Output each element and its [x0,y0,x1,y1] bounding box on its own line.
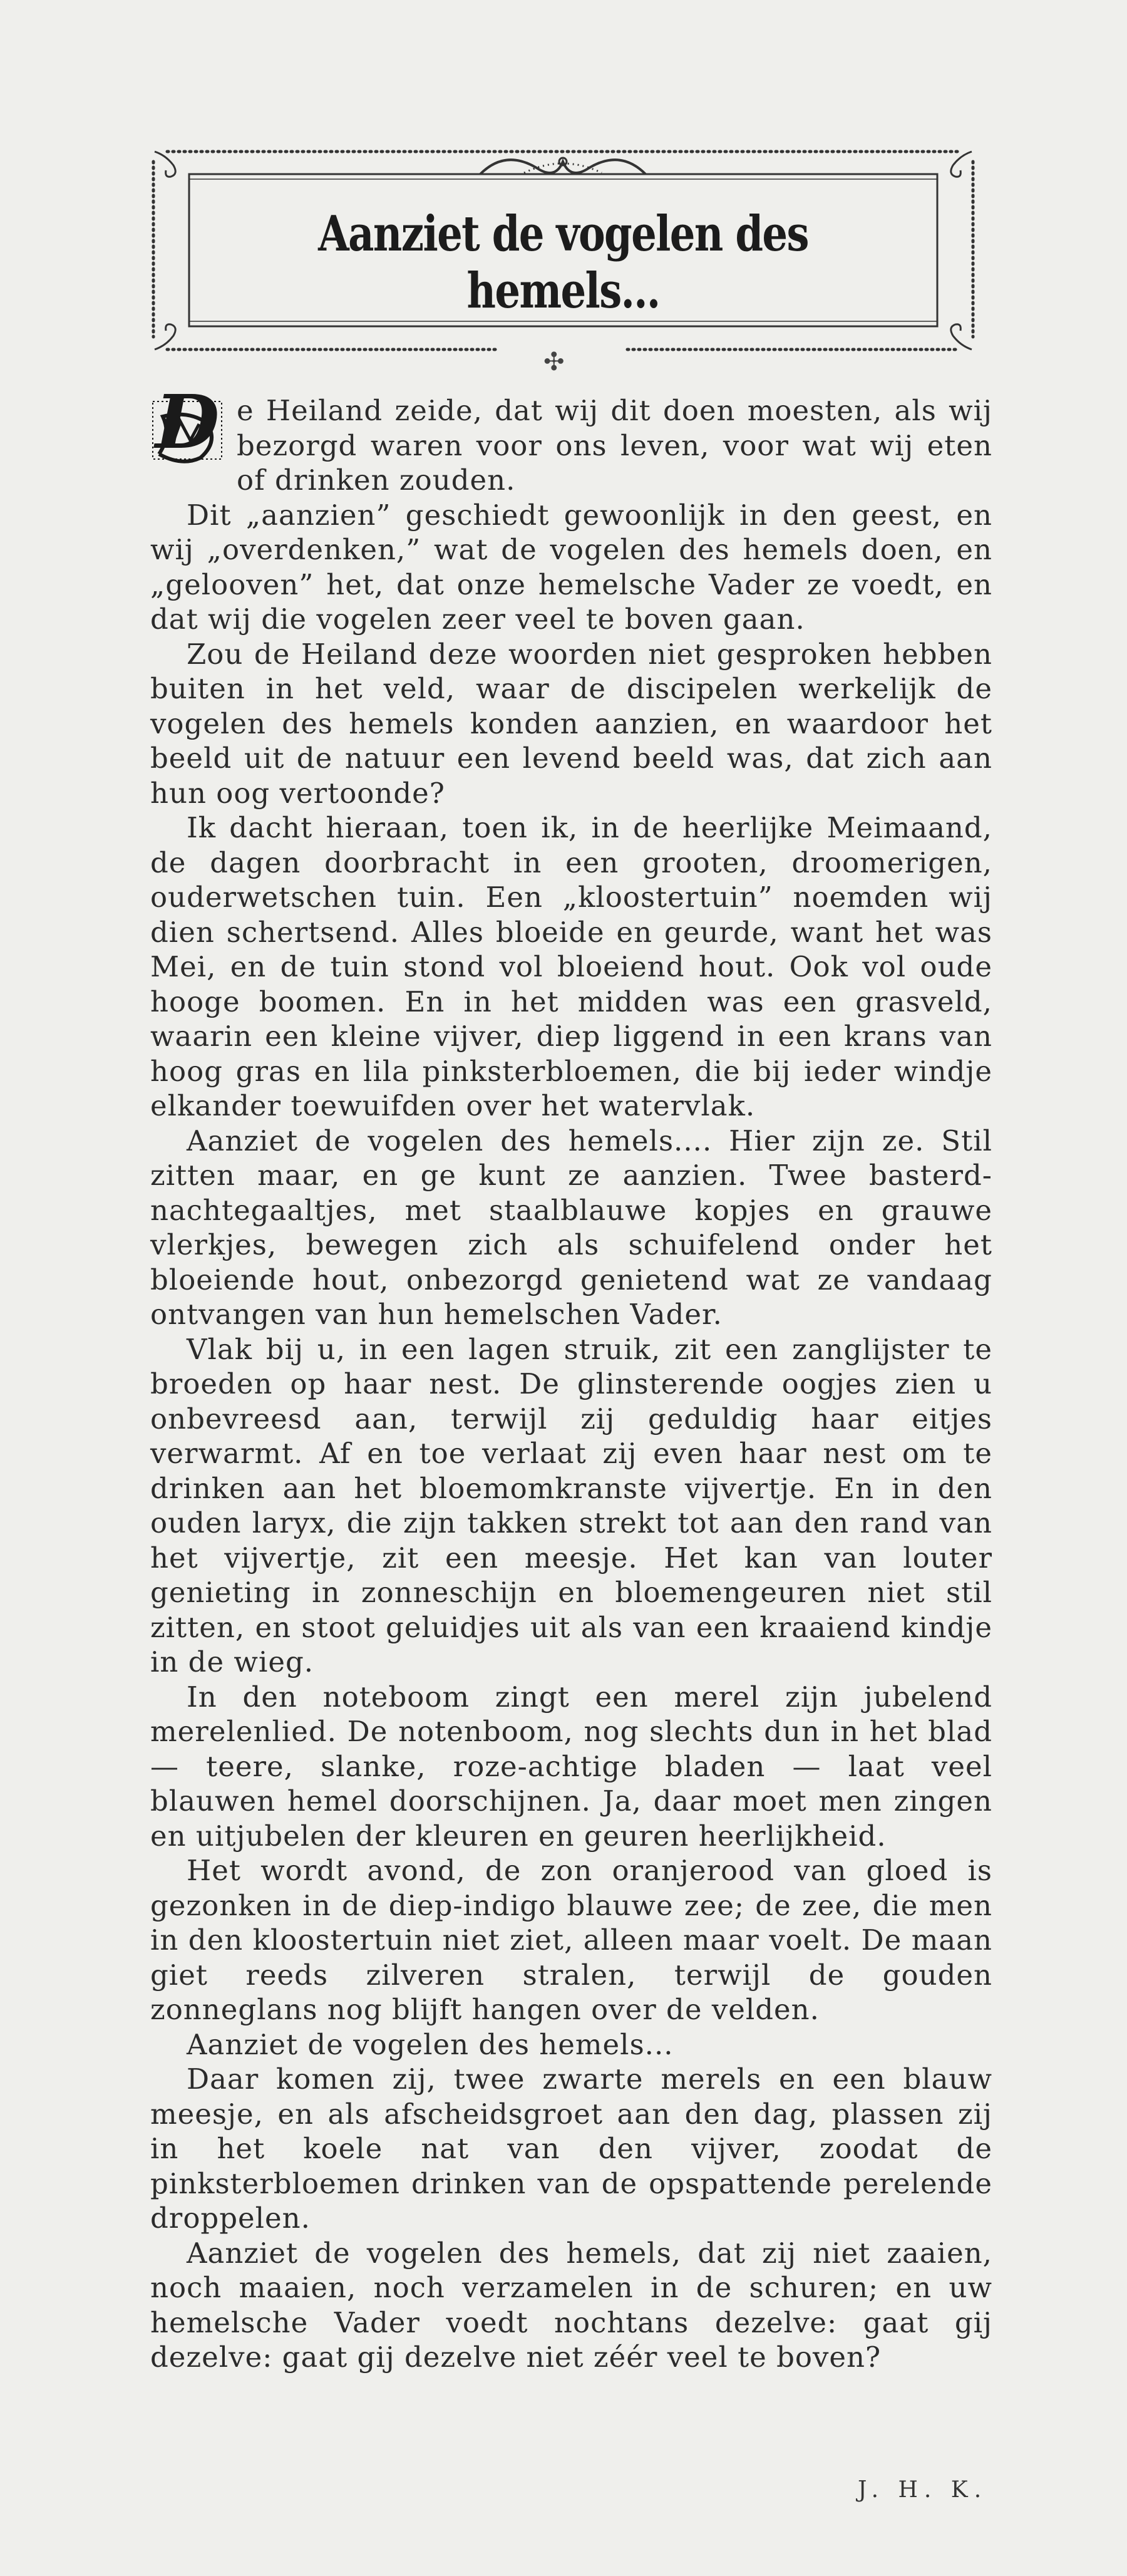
paragraph: Dit „aanzien” geschiedt gewoonlijk in den geest, en wij „overdenken,” wat de vogelen des hemels doen, en „gelooven” het, dat onze hemelsche Vader ze voedt, en dat wij die vogelen zeer veel te boven gaan. [150,498,992,636]
paragraph: Zou de Heiland deze woorden niet gesproken hebben buiten in het veld, waar de discipelen werkelijk de vogelen des hemels konden aanzien, en waardoor het beeld uit de natuur een levend beeld was, dat zich aan hun oog vertoonde? [150,637,992,810]
title-frame [148,143,978,356]
dropcap-letter: D [155,378,220,465]
paragraph: Aanziet de vogelen des hemels.... Hier zijn ze. Stil zitten maar, en ge kunt ze aanzien. Twee basterd-nachtegaaltjes, met staalblauwe kopjes en grauwe vlerkjes, bewegen zich als schuifelend onder het bloeiende hout, onbezorgd genietend wat ze vandaag ontvangen van hun hemelschen Vader. [150,1124,992,1331]
dropcap-icon [150,378,224,465]
paragraph: Aanziet de vogelen des hemels... [187,2027,674,2061]
paragraph: Het wordt avond, de zon oranjerood van gloed is gezonken in de diep-indigo blauwe zee; de zee, die men in den kloostertuin niet ziet, alleen maar voelt. De maan giet reeds zilveren stralen, terwijl de gouden zonneglans nog blijft hangen over de velden. [150,1854,992,2026]
author-signature: J. H. K. [858,2477,988,2503]
paragraph: Daar komen zij, twee zwarte merels en een blauw meesje, en als afscheidsgroet aan den dag, plassen zij in het koele nat van den vijver, zoodat de pinksterbloemen drinken van de opspattende perelende droppelen. [150,2062,992,2235]
paragraph: Vlak bij u, in een lagen struik, zit een zanglijster te broeden op haar nest. De glinsterende oogjes zien u onbevreesd aan, terwijl zij geduldig haar eitjes verwarmt. Af en toe verlaat zij even haar nest om te drinken aan het bloemomkranste vijvertje. En in den ouden laryx, die zijn takken strekt tot aan den rand van het vijvertje, zit een meesje. Het kan van louter genieting in zonneschijn en bloemengeuren niet stil zitten, en stoot geluidjes uit als van een kraaiend kindje in de wieg. [150,1332,992,1679]
paragraph: Aanziet de vogelen des hemels, dat zij niet zaaien, noch maaien, noch verzamelen in de schuren; en uw hemelsche Vader voedt nochtans dezelve: gaat gij dezelve: gaat gij dezelve niet zéér veel te boven? [150,2236,992,2374]
paragraph: In den noteboom zingt een merel zijn jubelend merelenlied. De notenboom, nog slechts dun in het blad — teere, slanke, roze-achtige bladen — laat veel blauwen hemel doorschijnen. Ja, daar moet men zingen en uitjubelen der kleuren en geuren heerlijkheid. [150,1680,992,1853]
article-body [150,378,992,2375]
paragraph: D e Heiland zeide, dat wij dit doen moesten, als wij bezorgd waren voor ons leven, voor wat wij eten of drinken zouden. [150,393,992,498]
paragraph: Ik dacht hieraan, toen ik, in de heerlijke Meimaand, de dagen doorbracht in een grooten, droomerigen, ouderwetschen tuin. Een „kloostertuin” noemden wij dien schertsend. Alles bloeide en geurde, want het was Mei, en de tuin stond vol bloeiend hout. Ook vol oude hooge boomen. En in het midden was een grasveld, waarin een kleine vijver, diep liggend in een krans van hoog gras en lila pinksterbloemen, die bij ieder windje elkander toewuifden over het watervlak. [150,811,992,1122]
ornament-icon: ✣ [543,348,565,376]
page-title: Aanziet de vogelen des hemels... [318,205,808,319]
